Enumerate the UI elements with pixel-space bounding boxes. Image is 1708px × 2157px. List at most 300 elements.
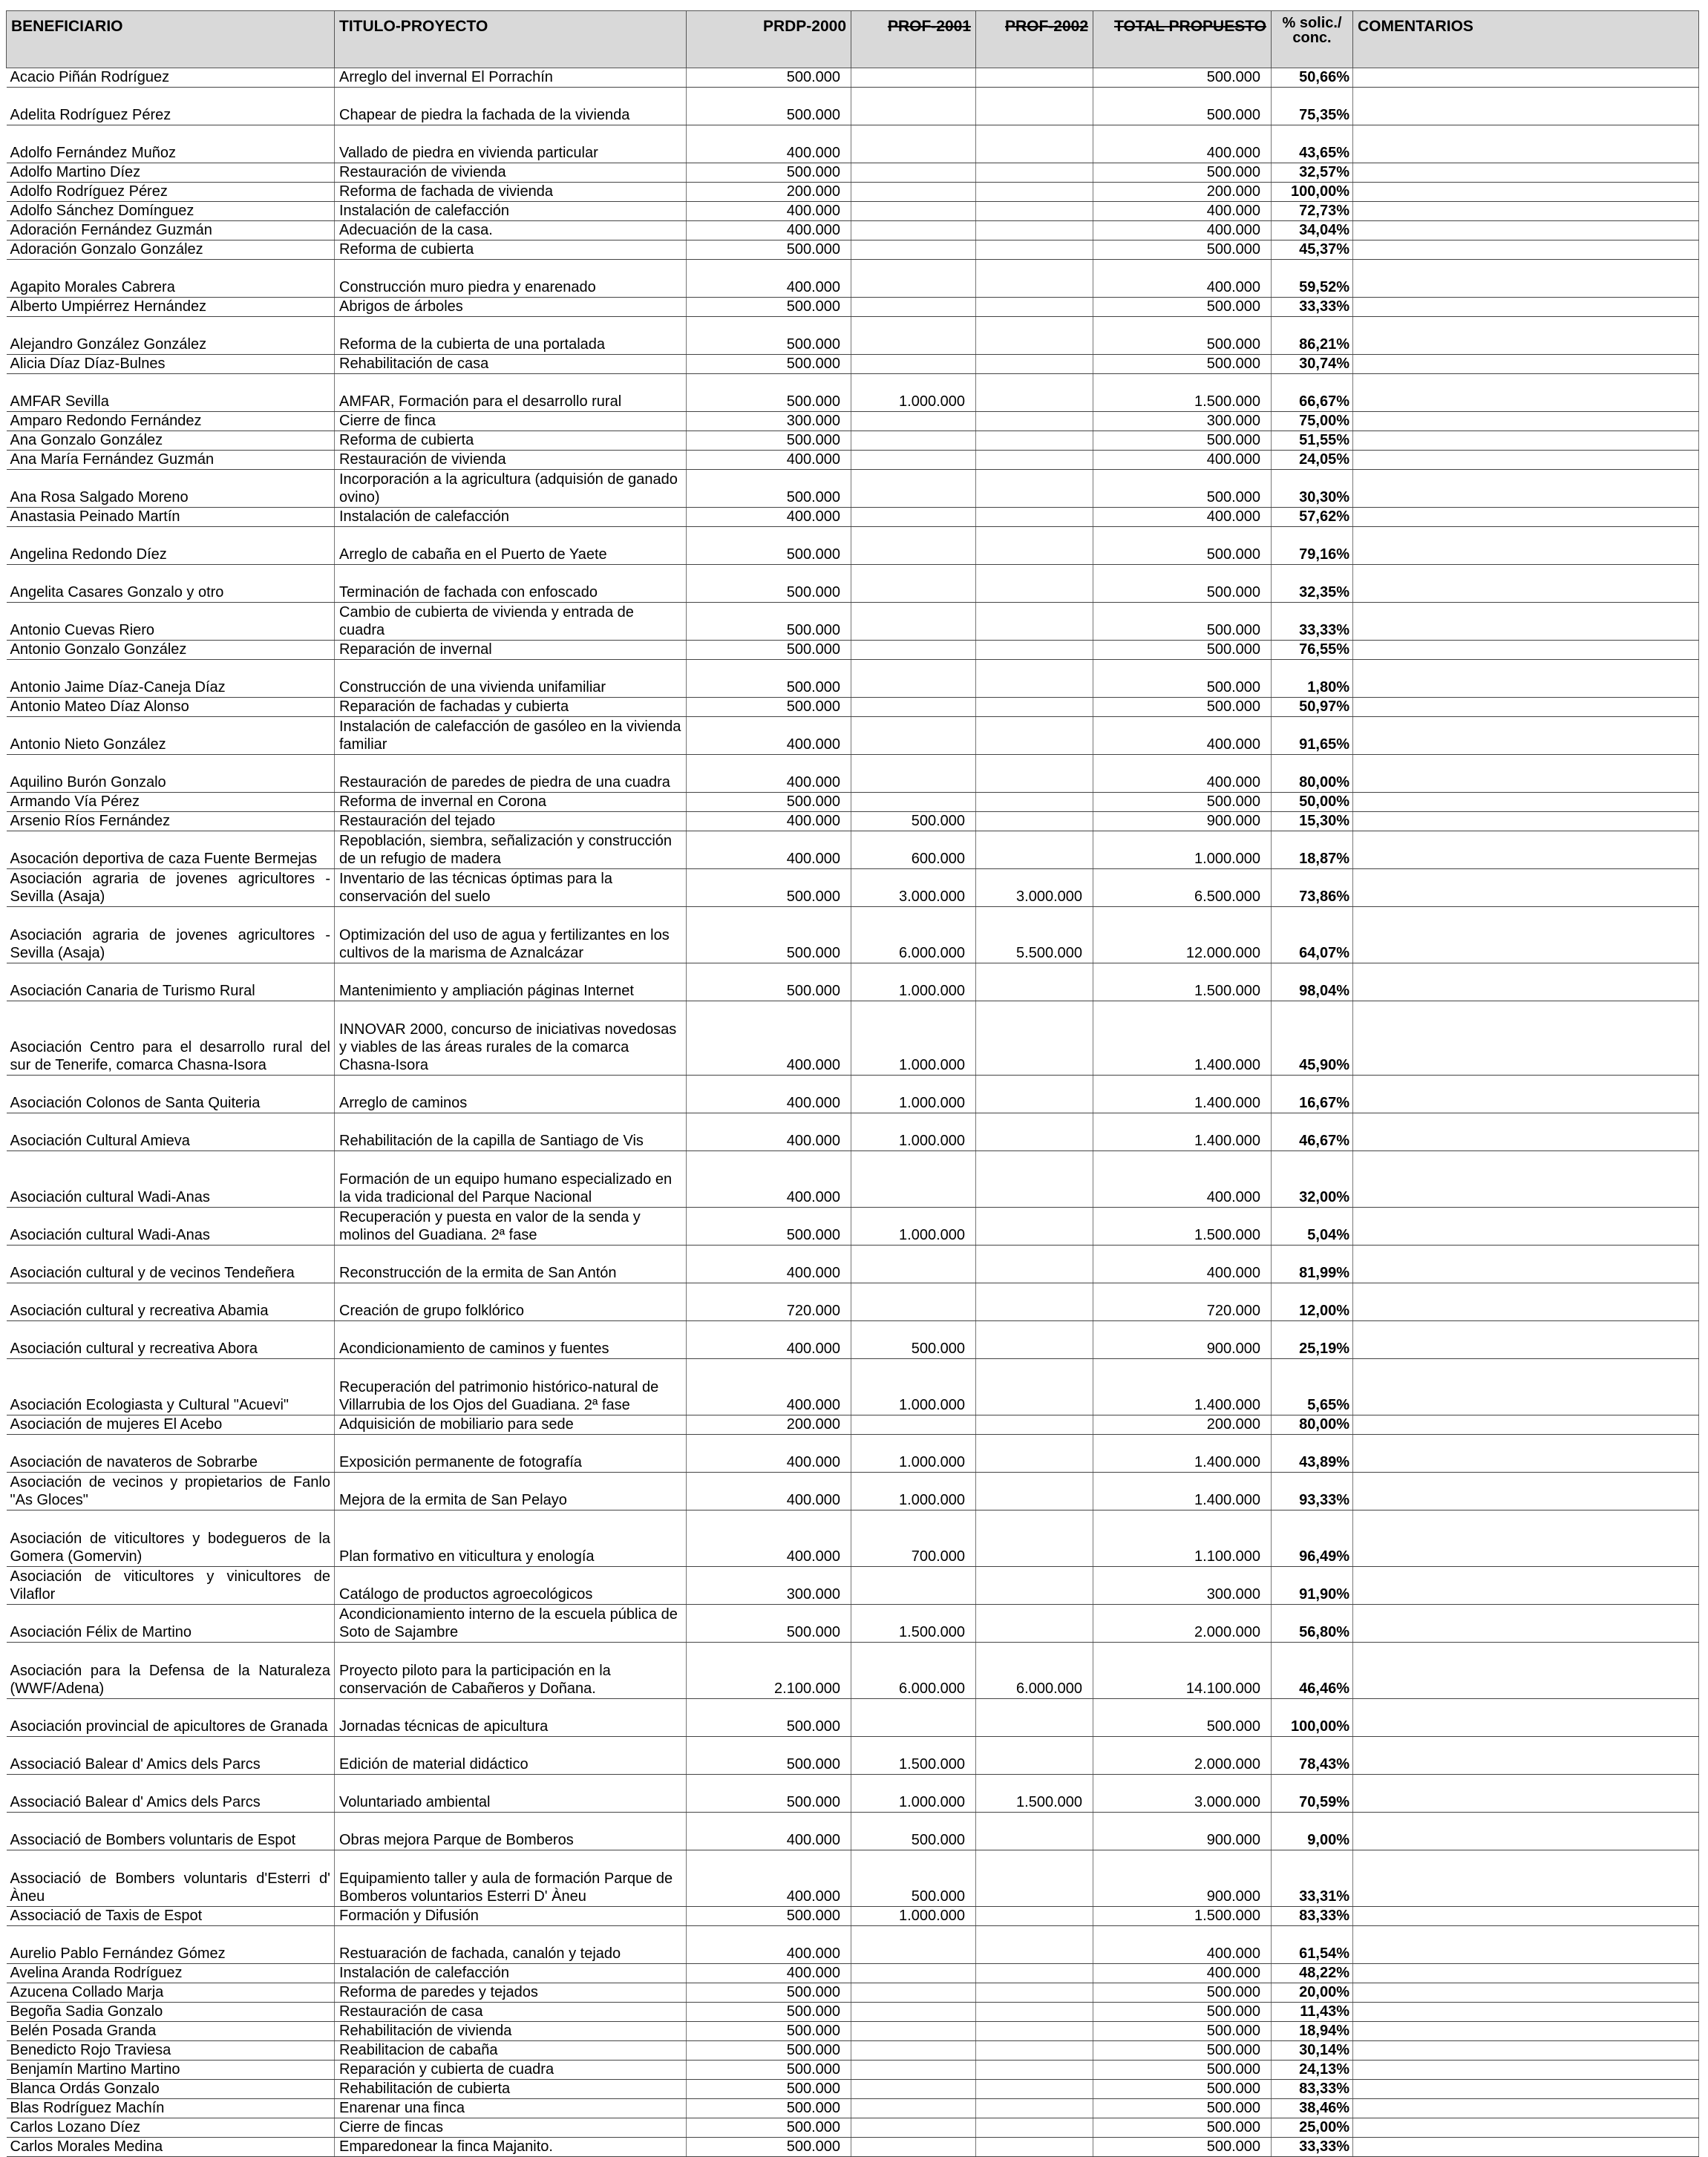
cell-beneficiario: Alejandro González González — [7, 317, 335, 355]
cell-prdp-2000: 200.000 — [687, 1415, 851, 1435]
cell-prdp-2000: 500.000 — [687, 1907, 851, 1926]
cell-beneficiario: Azucena Collado Marja — [7, 1983, 335, 2003]
table-row — [7, 527, 1699, 565]
cell-prdp-2000: 400.000 — [687, 1001, 851, 1076]
cell-total: 500.000 — [1093, 2022, 1272, 2041]
cell-pct: 18,87% — [1272, 831, 1353, 869]
cell-titulo: Reforma de invernal en Corona — [335, 793, 687, 812]
cell-prof-2001 — [851, 2022, 976, 2041]
cell-prdp-2000: 400.000 — [687, 831, 851, 869]
cell-titulo: Reforma de paredes y tejados — [335, 1983, 687, 2003]
cell-total: 500.000 — [1093, 2041, 1272, 2061]
cell-prdp-2000: 500.000 — [687, 660, 851, 698]
cell-prof-2001 — [851, 1246, 976, 1283]
cell-titulo: Rehabilitación de vivienda — [335, 2022, 687, 2041]
cell-prof-2001 — [851, 431, 976, 451]
cell-prdp-2000: 500.000 — [687, 793, 851, 812]
cell-titulo: Proyecto piloto para la participación en la conservación de Cabañeros y Doñana. — [335, 1643, 687, 1699]
cell-prdp-2000: 400.000 — [687, 1473, 851, 1510]
cell-prof-2001 — [851, 508, 976, 527]
cell-beneficiario: Associació Balear d' Amics dels Parcs — [7, 1775, 335, 1813]
cell-prof-2001 — [851, 2099, 976, 2118]
cell-total: 500.000 — [1093, 68, 1272, 88]
cell-beneficiario: Alicia Díaz Díaz-Bulnes — [7, 355, 335, 374]
header-pct: % solic./ conc. — [1272, 11, 1353, 68]
cell-prof-2001 — [851, 412, 976, 431]
table-row — [7, 125, 1699, 163]
cell-total: 3.000.000 — [1093, 1775, 1272, 1813]
cell-beneficiario: Adolfo Rodríguez Pérez — [7, 183, 335, 202]
cell-prof-2002 — [976, 2041, 1093, 2061]
cell-prof-2002 — [976, 1415, 1093, 1435]
cell-pct: 83,33% — [1272, 2080, 1353, 2099]
cell-pct: 57,62% — [1272, 508, 1353, 527]
cell-beneficiario: Anastasia Peinado Martín — [7, 508, 335, 527]
cell-prof-2001: 700.000 — [851, 1510, 976, 1567]
cell-comentarios — [1353, 660, 1699, 698]
cell-prof-2002 — [976, 260, 1093, 298]
cell-beneficiario: Antonio Gonzalo González — [7, 641, 335, 660]
cell-total: 500.000 — [1093, 431, 1272, 451]
cell-comentarios — [1353, 183, 1699, 202]
cell-prof-2002 — [976, 163, 1093, 183]
cell-pct: 12,00% — [1272, 1283, 1353, 1321]
cell-prof-2001 — [851, 125, 976, 163]
cell-prof-2001 — [851, 641, 976, 660]
cell-titulo: Acondicionamiento interno de la escuela pública de Soto de Sajambre — [335, 1605, 687, 1643]
table-row — [7, 1983, 1699, 2003]
cell-comentarios — [1353, 565, 1699, 603]
cell-prof-2001 — [851, 793, 976, 812]
cell-prof-2001 — [851, 660, 976, 698]
cell-beneficiario: Associació de Bombers voluntaris de Espot — [7, 1813, 335, 1850]
cell-pct: 75,35% — [1272, 88, 1353, 125]
cell-total: 1.400.000 — [1093, 1113, 1272, 1151]
cell-titulo: Plan formativo en viticultura y enología — [335, 1510, 687, 1567]
cell-comentarios — [1353, 431, 1699, 451]
cell-pct: 73,86% — [1272, 869, 1353, 907]
cell-beneficiario: Adolfo Martino Díez — [7, 163, 335, 183]
cell-prof-2002 — [976, 1001, 1093, 1076]
table-row — [7, 1926, 1699, 1964]
cell-prof-2002: 1.500.000 — [976, 1775, 1093, 1813]
cell-pct: 33,33% — [1272, 298, 1353, 317]
cell-beneficiario: Asociación de viticultores y bodegueros de la Gomera (Gomervin) — [7, 1510, 335, 1567]
table-row — [7, 812, 1699, 831]
cell-titulo: Mejora de la ermita de San Pelayo — [335, 1473, 687, 1510]
cell-comentarios — [1353, 1567, 1699, 1605]
cell-total: 400.000 — [1093, 1926, 1272, 1964]
cell-pct: 93,33% — [1272, 1473, 1353, 1510]
cell-beneficiario: Asociación Félix de Martino — [7, 1605, 335, 1643]
cell-total: 1.400.000 — [1093, 1359, 1272, 1415]
cell-prof-2002 — [976, 1076, 1093, 1113]
table-row — [7, 1567, 1699, 1605]
cell-prdp-2000: 400.000 — [687, 125, 851, 163]
cell-pct: 15,30% — [1272, 812, 1353, 831]
cell-pct: 33,33% — [1272, 603, 1353, 641]
cell-comentarios — [1353, 1926, 1699, 1964]
cell-beneficiario: Aurelio Pablo Fernández Gómez — [7, 1926, 335, 1964]
cell-prof-2002 — [976, 793, 1093, 812]
cell-pct: 5,04% — [1272, 1208, 1353, 1246]
cell-prdp-2000: 400.000 — [687, 202, 851, 221]
cell-pct: 64,07% — [1272, 907, 1353, 963]
cell-total: 500.000 — [1093, 2118, 1272, 2138]
cell-total: 400.000 — [1093, 717, 1272, 755]
cell-beneficiario: Adoración Fernández Guzmán — [7, 221, 335, 240]
table-row — [7, 2118, 1699, 2138]
cell-total: 500.000 — [1093, 698, 1272, 717]
cell-titulo: Reforma de cubierta — [335, 240, 687, 260]
cell-total: 400.000 — [1093, 202, 1272, 221]
cell-comentarios — [1353, 163, 1699, 183]
cell-prof-2002 — [976, 1113, 1093, 1151]
cell-titulo: INNOVAR 2000, concurso de iniciativas novedosas y viables de las áreas rurales de la comarca Chasna-Isora — [335, 1001, 687, 1076]
cell-prof-2001 — [851, 451, 976, 470]
cell-pct: 1,80% — [1272, 660, 1353, 698]
table-row — [7, 1605, 1699, 1643]
cell-comentarios — [1353, 260, 1699, 298]
cell-total: 900.000 — [1093, 1321, 1272, 1359]
cell-prof-2002 — [976, 470, 1093, 508]
cell-prof-2002 — [976, 1283, 1093, 1321]
cell-comentarios — [1353, 68, 1699, 88]
cell-prof-2002 — [976, 1567, 1093, 1605]
cell-pct: 81,99% — [1272, 1246, 1353, 1283]
cell-pct: 91,90% — [1272, 1567, 1353, 1605]
cell-prof-2002 — [976, 660, 1093, 698]
cell-prdp-2000: 500.000 — [687, 565, 851, 603]
cell-pct: 32,57% — [1272, 163, 1353, 183]
cell-pct: 75,00% — [1272, 412, 1353, 431]
cell-prdp-2000: 500.000 — [687, 68, 851, 88]
cell-pct: 78,43% — [1272, 1737, 1353, 1775]
cell-titulo: Jornadas técnicas de apicultura — [335, 1699, 687, 1737]
cell-titulo: Emparedonear la finca Majanito. — [335, 2138, 687, 2157]
cell-pct: 76,55% — [1272, 641, 1353, 660]
table-row — [7, 717, 1699, 755]
table-row — [7, 240, 1699, 260]
cell-comentarios — [1353, 317, 1699, 355]
cell-comentarios — [1353, 1775, 1699, 1813]
cell-beneficiario: Ana María Fernández Guzmán — [7, 451, 335, 470]
cell-beneficiario: Associació de Taxis de Espot — [7, 1907, 335, 1926]
cell-beneficiario: Asociación de navateros de Sobrarbe — [7, 1435, 335, 1473]
table-row — [7, 431, 1699, 451]
cell-total: 500.000 — [1093, 660, 1272, 698]
cell-comentarios — [1353, 1076, 1699, 1113]
cell-prof-2002 — [976, 1813, 1093, 1850]
table-row — [7, 202, 1699, 221]
cell-total: 400.000 — [1093, 125, 1272, 163]
cell-total: 400.000 — [1093, 451, 1272, 470]
cell-pct: 30,14% — [1272, 2041, 1353, 2061]
table-row — [7, 755, 1699, 793]
cell-pct: 20,00% — [1272, 1983, 1353, 2003]
cell-pct: 51,55% — [1272, 431, 1353, 451]
cell-prdp-2000: 300.000 — [687, 412, 851, 431]
cell-prdp-2000: 500.000 — [687, 1737, 851, 1775]
cell-prof-2002 — [976, 2022, 1093, 2041]
cell-titulo: Optimización del uso de agua y fertilizantes en los cultivos de la marisma de Aznalcázar — [335, 907, 687, 963]
cell-pct: 86,21% — [1272, 317, 1353, 355]
cell-total: 500.000 — [1093, 1983, 1272, 2003]
cell-total: 300.000 — [1093, 412, 1272, 431]
cell-prof-2002 — [976, 202, 1093, 221]
table-row — [7, 2061, 1699, 2080]
cell-titulo: Construcción muro piedra y enarenado — [335, 260, 687, 298]
cell-total: 500.000 — [1093, 2080, 1272, 2099]
cell-total: 500.000 — [1093, 565, 1272, 603]
cell-beneficiario: Aquilino Burón Gonzalo — [7, 755, 335, 793]
cell-comentarios — [1353, 1605, 1699, 1643]
cell-titulo: Creación de grupo folklórico — [335, 1283, 687, 1321]
cell-titulo: AMFAR, Formación para el desarrollo rural — [335, 374, 687, 412]
cell-prof-2001: 1.000.000 — [851, 1359, 976, 1415]
cell-prof-2001: 1.500.000 — [851, 1737, 976, 1775]
cell-beneficiario: Benedicto Rojo Traviesa — [7, 2041, 335, 2061]
cell-prof-2002 — [976, 565, 1093, 603]
cell-total: 500.000 — [1093, 317, 1272, 355]
table-row — [7, 470, 1699, 508]
cell-pct: 34,04% — [1272, 221, 1353, 240]
cell-pct: 80,00% — [1272, 1415, 1353, 1435]
cell-prof-2002 — [976, 298, 1093, 317]
table-row — [7, 1510, 1699, 1567]
cell-comentarios — [1353, 527, 1699, 565]
cell-titulo: Restauración del tejado — [335, 812, 687, 831]
cell-comentarios — [1353, 1643, 1699, 1699]
cell-prof-2002 — [976, 374, 1093, 412]
cell-pct: 5,65% — [1272, 1359, 1353, 1415]
cell-beneficiario: Acacio Piñán Rodríguez — [7, 68, 335, 88]
cell-pct: 91,65% — [1272, 717, 1353, 755]
cell-titulo: Cierre de finca — [335, 412, 687, 431]
cell-prof-2001 — [851, 88, 976, 125]
cell-prof-2002 — [976, 2061, 1093, 2080]
cell-beneficiario: Blanca Ordás Gonzalo — [7, 2080, 335, 2099]
table-row — [7, 2003, 1699, 2022]
cell-comentarios — [1353, 812, 1699, 831]
cell-total: 2.000.000 — [1093, 1737, 1272, 1775]
cell-total: 400.000 — [1093, 755, 1272, 793]
cell-prof-2002 — [976, 1510, 1093, 1567]
cell-comentarios — [1353, 1435, 1699, 1473]
cell-prdp-2000: 500.000 — [687, 355, 851, 374]
cell-comentarios — [1353, 603, 1699, 641]
cell-prof-2002: 3.000.000 — [976, 869, 1093, 907]
cell-prof-2001: 1.000.000 — [851, 1473, 976, 1510]
cell-comentarios — [1353, 1813, 1699, 1850]
cell-comentarios — [1353, 298, 1699, 317]
cell-titulo: Formación y Difusión — [335, 1907, 687, 1926]
cell-total: 400.000 — [1093, 1151, 1272, 1208]
table-row — [7, 451, 1699, 470]
cell-prof-2002 — [976, 317, 1093, 355]
cell-prdp-2000: 500.000 — [687, 431, 851, 451]
cell-beneficiario: Armando Vía Pérez — [7, 793, 335, 812]
cell-prof-2002 — [976, 1321, 1093, 1359]
cell-prof-2002 — [976, 1983, 1093, 2003]
table-row — [7, 2138, 1699, 2157]
cell-pct: 70,59% — [1272, 1775, 1353, 1813]
cell-prdp-2000: 720.000 — [687, 1283, 851, 1321]
cell-beneficiario: Asociación Cultural Amieva — [7, 1113, 335, 1151]
cell-beneficiario: Adelita Rodríguez Pérez — [7, 88, 335, 125]
cell-prof-2002 — [976, 508, 1093, 527]
cell-total: 500.000 — [1093, 603, 1272, 641]
cell-prof-2001: 1.000.000 — [851, 1907, 976, 1926]
cell-prof-2002 — [976, 1359, 1093, 1415]
cell-comentarios — [1353, 1001, 1699, 1076]
cell-prdp-2000: 500.000 — [687, 88, 851, 125]
cell-total: 1.500.000 — [1093, 1208, 1272, 1246]
cell-titulo: Voluntariado ambiental — [335, 1775, 687, 1813]
cell-prdp-2000: 500.000 — [687, 2022, 851, 2041]
cell-titulo: Repoblación, siembra, señalización y construcción de un refugio de madera — [335, 831, 687, 869]
cell-titulo: Recuperación y puesta en valor de la senda y molinos del Guadiana. 2ª fase — [335, 1208, 687, 1246]
cell-prdp-2000: 500.000 — [687, 698, 851, 717]
table-row — [7, 1151, 1699, 1208]
cell-beneficiario: Asociación cultural y recreativa Abora — [7, 1321, 335, 1359]
cell-pct: 18,94% — [1272, 2022, 1353, 2041]
cell-total: 500.000 — [1093, 163, 1272, 183]
cell-prof-2001 — [851, 163, 976, 183]
cell-comentarios — [1353, 793, 1699, 812]
cell-total: 500.000 — [1093, 298, 1272, 317]
table-row — [7, 1737, 1699, 1775]
cell-titulo: Restauración de casa — [335, 2003, 687, 2022]
cell-prof-2001: 1.000.000 — [851, 1208, 976, 1246]
cell-titulo: Reforma de cubierta — [335, 431, 687, 451]
cell-pct: 48,22% — [1272, 1964, 1353, 1983]
cell-prof-2001 — [851, 470, 976, 508]
cell-prof-2002 — [976, 355, 1093, 374]
cell-beneficiario: Asociación de mujeres El Acebo — [7, 1415, 335, 1435]
cell-pct: 98,04% — [1272, 963, 1353, 1001]
cell-pct: 43,65% — [1272, 125, 1353, 163]
cell-pct: 61,54% — [1272, 1926, 1353, 1964]
cell-comentarios — [1353, 1359, 1699, 1415]
cell-prof-2002 — [976, 1246, 1093, 1283]
header-titulo: TITULO-PROYECTO — [335, 11, 687, 68]
cell-comentarios — [1353, 1907, 1699, 1926]
table-row — [7, 2099, 1699, 2118]
cell-prof-2001 — [851, 2041, 976, 2061]
table-row — [7, 907, 1699, 963]
cell-beneficiario: Avelina Aranda Rodríguez — [7, 1964, 335, 1983]
table-row — [7, 1964, 1699, 1983]
cell-prdp-2000: 500.000 — [687, 1775, 851, 1813]
cell-pct: 25,00% — [1272, 2118, 1353, 2138]
table-row — [7, 412, 1699, 431]
cell-total: 500.000 — [1093, 2099, 1272, 2118]
cell-prof-2001 — [851, 183, 976, 202]
cell-prof-2001: 1.500.000 — [851, 1605, 976, 1643]
table-row — [7, 963, 1699, 1001]
cell-comentarios — [1353, 2022, 1699, 2041]
cell-comentarios — [1353, 2041, 1699, 2061]
cell-total: 12.000.000 — [1093, 907, 1272, 963]
cell-comentarios — [1353, 1283, 1699, 1321]
cell-total: 6.500.000 — [1093, 869, 1272, 907]
cell-beneficiario: Associació Balear d' Amics dels Parcs — [7, 1737, 335, 1775]
cell-beneficiario: Asociación de viticultores y vinicultores de Vilaflor — [7, 1567, 335, 1605]
cell-beneficiario: Asociación Centro para el desarrollo rural del sur de Tenerife, comarca Chasna-Isora — [7, 1001, 335, 1076]
cell-prof-2001 — [851, 2138, 976, 2157]
cell-beneficiario: Asociación agraria de jovenes agricultores - Sevilla (Asaja) — [7, 907, 335, 963]
cell-total: 500.000 — [1093, 240, 1272, 260]
cell-beneficiario: Adolfo Fernández Muñoz — [7, 125, 335, 163]
cell-titulo: Reparación de fachadas y cubierta — [335, 698, 687, 717]
cell-beneficiario: Asocación deportiva de caza Fuente Bermejas — [7, 831, 335, 869]
cell-prdp-2000: 400.000 — [687, 451, 851, 470]
cell-prof-2001 — [851, 1415, 976, 1435]
cell-beneficiario: Antonio Cuevas Riero — [7, 603, 335, 641]
cell-comentarios — [1353, 1246, 1699, 1283]
table-row — [7, 1076, 1699, 1113]
cell-prof-2001 — [851, 68, 976, 88]
table-row — [7, 565, 1699, 603]
cell-pct: 33,31% — [1272, 1850, 1353, 1907]
cell-beneficiario: Asociación cultural y recreativa Abamia — [7, 1283, 335, 1321]
cell-prof-2002 — [976, 221, 1093, 240]
cell-prof-2001 — [851, 1151, 976, 1208]
cell-comentarios — [1353, 1473, 1699, 1510]
cell-comentarios — [1353, 470, 1699, 508]
cell-total: 200.000 — [1093, 1415, 1272, 1435]
cell-prof-2002: 5.500.000 — [976, 907, 1093, 963]
cell-titulo: Instalación de calefacción — [335, 202, 687, 221]
table-row — [7, 1775, 1699, 1813]
cell-prdp-2000: 2.100.000 — [687, 1643, 851, 1699]
cell-prdp-2000: 400.000 — [687, 1246, 851, 1283]
cell-total: 400.000 — [1093, 1964, 1272, 1983]
cell-prof-2002 — [976, 2099, 1093, 2118]
cell-prof-2002 — [976, 2003, 1093, 2022]
cell-prof-2001 — [851, 1567, 976, 1605]
cell-pct: 30,74% — [1272, 355, 1353, 374]
cell-prof-2001 — [851, 2080, 976, 2099]
cell-comentarios — [1353, 1415, 1699, 1435]
table-row — [7, 1907, 1699, 1926]
cell-titulo: Arreglo de caminos — [335, 1076, 687, 1113]
table-row — [7, 508, 1699, 527]
cell-beneficiario: Alberto Umpiérrez Hernández — [7, 298, 335, 317]
cell-prof-2002 — [976, 183, 1093, 202]
cell-prdp-2000: 500.000 — [687, 907, 851, 963]
cell-prdp-2000: 400.000 — [687, 1510, 851, 1567]
cell-titulo: Incorporación a la agricultura (adquisión de ganado ovino) — [335, 470, 687, 508]
cell-beneficiario: Asociación agraria de jovenes agricultores - Sevilla (Asaja) — [7, 869, 335, 907]
cell-total: 1.100.000 — [1093, 1510, 1272, 1567]
table-row — [7, 869, 1699, 907]
cell-beneficiario: Benjamín Martino Martino — [7, 2061, 335, 2080]
cell-beneficiario: Antonio Jaime Díaz-Caneja Díaz — [7, 660, 335, 698]
table-row — [7, 603, 1699, 641]
cell-prdp-2000: 500.000 — [687, 527, 851, 565]
cell-total: 720.000 — [1093, 1283, 1272, 1321]
cell-prof-2002 — [976, 1699, 1093, 1737]
header-comentarios: COMENTARIOS — [1353, 11, 1699, 68]
table-row — [7, 1321, 1699, 1359]
cell-titulo: Reconstrucción de la ermita de San Antón — [335, 1246, 687, 1283]
cell-titulo: Reparación y cubierta de cuadra — [335, 2061, 687, 2080]
cell-total: 2.000.000 — [1093, 1605, 1272, 1643]
cell-beneficiario: Asociación Colonos de Santa Quiteria — [7, 1076, 335, 1113]
table-row — [7, 698, 1699, 717]
